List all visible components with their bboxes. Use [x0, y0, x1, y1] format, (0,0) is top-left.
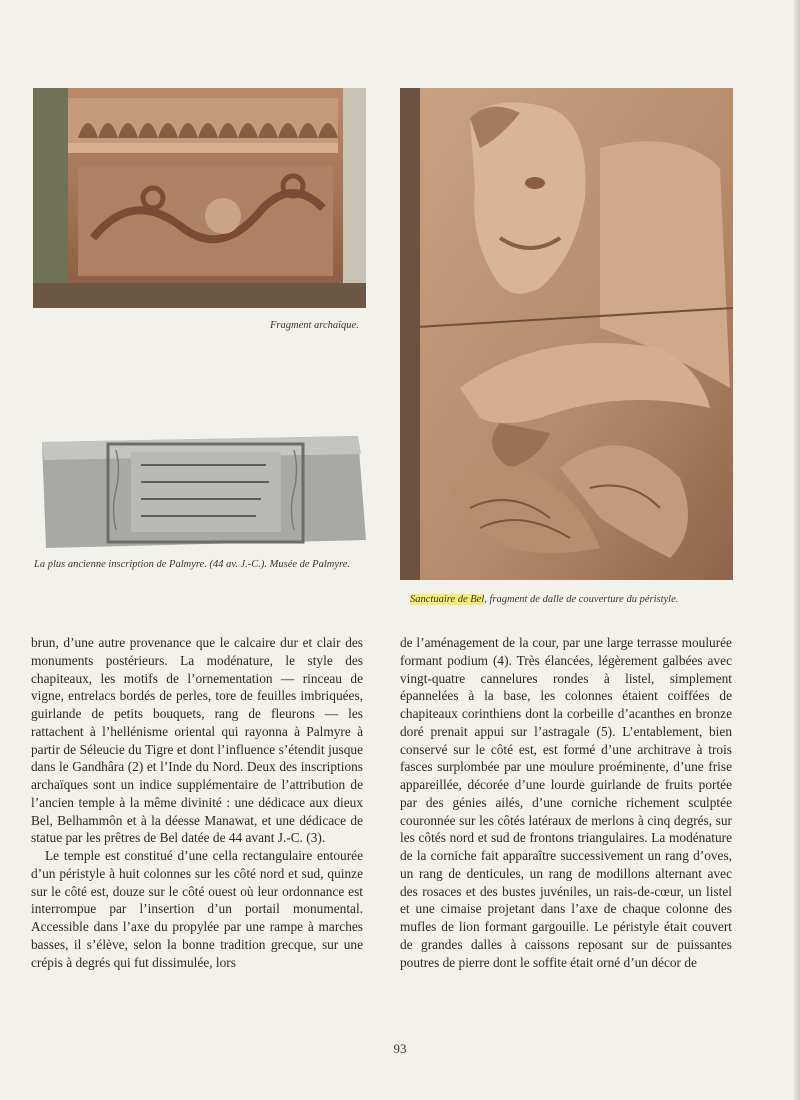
bel-relief-photo — [400, 88, 733, 580]
highlighted-text: Sanctuaire de Bel — [410, 594, 485, 605]
fragment-archaique-photo — [33, 88, 366, 308]
paragraph: de l’aménagement de la cour, par une large terrasse moulurée formant podium (4). Très élancées, légèrement galbées avec vingt-quatre cannelures rondes à listel, simplement épannelées à la base, les colonnes étaient coiffées de chapiteaux corinthiens dont la corbeille d’acanthes en bronze doré prenait appui sur l’astragale (5). L’entablement, bien conservé sur le côté est, est formé d’une architrave à trois fasces surplombée par une moulure proéminente, d’une frise appareillée, décorée d’une lourde guirlande de fruits portée par des génies ailés, d’une corniche richement sculptée couronnée sur les côtés latéraux de merlons à cinq degrés, sur les côtés nord et sud de frontons triangulaires. La modénature de la corniche fait apparaître successivement un rang d’oves, un rang de denticules, un rang de modillons alternant avec des rosaces et des bustes juvéniles, un rais-de-cœur, un listel et une cimaise projetant dans l’axe de chaque colonne des mufles de lion formant gargouille. Le péristyle était couvert de grandes dalles à caissons reposant sur de puissantes poutres de pierre dont le soffite était orné d’un décor de — [400, 635, 732, 970]
paragraph: Le temple est constitué d’une cella rectangulaire entourée d’un péristyle à huit colonnes sur les côté nord et sud, quinze sur le côté est, douze sur le côté ouest où leur ordonnance est interrompue par l’insertion d’un portail monumental. Accessible dans l’axe du propylée par une rampe à marches basses, il s’élève, selon la bonne tradition grecque, sur une crépis à degrés qui fut dissimulée, lors — [31, 848, 363, 970]
figure-caption: La plus ancienne inscription de Palmyre. (44 av. J.-C.). Musée de Palmyre. — [34, 559, 350, 570]
page-number: 93 — [393, 1041, 407, 1056]
paragraph: brun, d’une autre provenance que le calcaire dur et clair des monuments postérieurs. La modénature, le style des chapiteaux, les motifs de l’ornementation — rinceau de vigne, entrelacs bordés de perles, tore de feuilles imbriquées, guirlande de petits bouquets, rang de fleurons — les rattachent à l’hellénisme oriental qui rayonna à Palmyre à partir de Séleucie du Tigre et dont l’influence s’étendit jusque dans le Gandhâra (2) et l’Inde du Nord. Deux des inscriptions archaïques sont un indice supplémentaire de l’attribution de l’ancien temple à la même divinité : une dédicace aux dieux Bel, Belhammôn et à la déesse Manawat, et une dédicace de statue par les prêtres de Bel datée de 44 avant J.-C. (3). — [31, 635, 363, 846]
figure-caption — [410, 593, 750, 607]
text-column-right — [400, 634, 732, 971]
inscription-photo — [36, 430, 368, 552]
text-column-left — [31, 634, 363, 971]
figure-caption: Fragment archaïque. — [270, 320, 359, 331]
page-edge — [794, 0, 800, 1100]
caption-text: , fragment de dalle de couverture du péristyle. — [484, 594, 679, 605]
